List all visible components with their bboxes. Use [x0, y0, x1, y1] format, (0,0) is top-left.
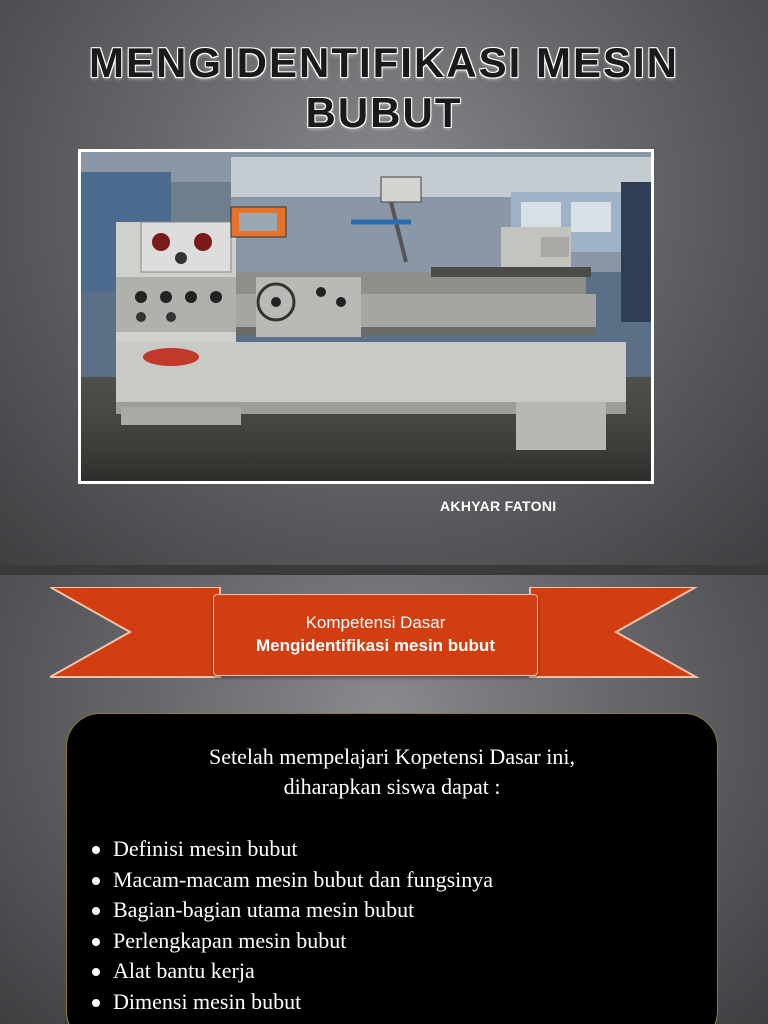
lathe-machine-illustration	[81, 152, 651, 481]
bullet-icon	[92, 938, 100, 946]
slide-separator	[0, 565, 768, 575]
bullet-icon	[92, 999, 100, 1007]
bullet-icon	[92, 968, 100, 976]
author-name: AKHYAR FATONI	[440, 498, 557, 514]
list-item: Dimensi mesin bubut	[89, 987, 493, 1018]
title-line-2: BUBUT	[305, 89, 463, 136]
competency-badge	[213, 594, 538, 676]
list-item: Definisi mesin bubut	[89, 834, 493, 865]
lathe-photo	[78, 149, 654, 484]
bullet-icon	[92, 846, 100, 854]
slide-title	[0, 38, 768, 138]
badge-title: Kompetensi Dasar	[305, 613, 446, 632]
intro-line-2: diharapkan siswa dapat :	[283, 774, 501, 799]
title-line-1: MENGIDENTIFIKASI MESIN	[88, 39, 680, 86]
bullet-icon	[92, 877, 100, 885]
list-item: Perlengkapan mesin bubut	[89, 926, 493, 957]
bullet-icon	[92, 907, 100, 915]
badge-subtitle: Mengidentifikasi mesin bubut	[256, 636, 495, 655]
list-item: Alat bantu kerja	[89, 956, 493, 987]
objectives-list	[89, 834, 493, 1018]
list-item: Bagian-bagian utama mesin bubut	[89, 895, 493, 926]
objectives-panel	[66, 713, 718, 1024]
competency-slide	[0, 575, 768, 1024]
list-item: Macam-macam mesin bubut dan fungsinya	[89, 865, 493, 896]
intro-line-1: Setelah mempelajari Kopetensi Dasar ini,	[209, 744, 575, 769]
panel-intro	[67, 742, 717, 802]
